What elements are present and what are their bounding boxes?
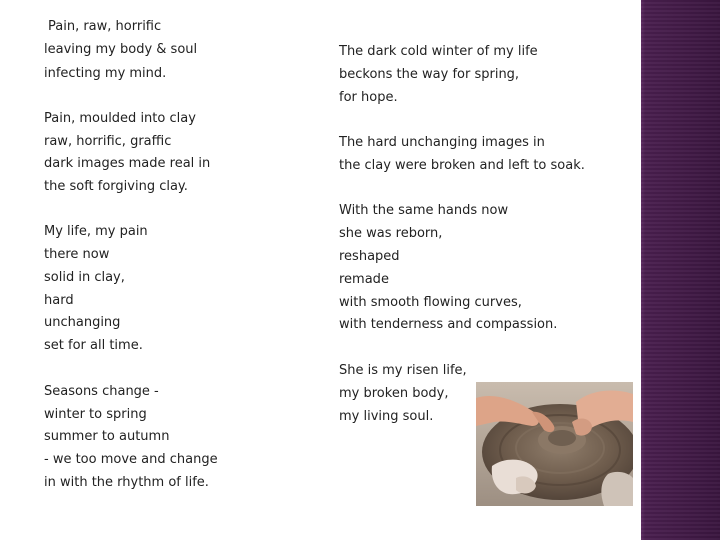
poem-line: With the same hands now <box>339 203 509 218</box>
poem-line: The hard unchanging images in <box>339 135 545 150</box>
poem-line: the clay were broken and left to soak. <box>339 158 585 173</box>
poem-line: The dark cold winter of my life <box>339 44 538 59</box>
poem-line: the soft forgiving clay. <box>44 179 188 194</box>
poem-line: with smooth flowing curves, <box>339 295 522 310</box>
poem-line: in with the rhythm of life. <box>44 475 209 490</box>
poem-line: infecting my mind. <box>44 66 167 81</box>
poem-line: set for all time. <box>44 338 143 353</box>
poem-line: beckons the way for spring, <box>339 67 520 82</box>
poem-line: hard <box>44 293 74 308</box>
poem-line: leaving my body & soul <box>44 42 198 57</box>
poem-line: she was reborn, <box>339 226 443 241</box>
poem-line: Seasons change - <box>44 384 159 399</box>
poem-line: there now <box>44 247 110 262</box>
pottery-wheel-icon <box>476 382 633 506</box>
poem-line: winter to spring <box>44 407 147 422</box>
poem-line: my living soul. <box>339 409 434 424</box>
poem-line: summer to autumn <box>44 429 170 444</box>
pottery-wheel-photo <box>476 382 633 506</box>
poem-line: with tenderness and compassion. <box>339 317 558 332</box>
poem-line: dark images made real in <box>44 156 211 171</box>
poem-line: remade <box>339 272 389 287</box>
poem-line: for hope. <box>339 90 398 105</box>
poem-line: Pain, moulded into clay <box>44 111 196 126</box>
poem-line: Pain, raw, horrific <box>48 19 162 34</box>
poem-line: reshaped <box>339 249 400 264</box>
poem-line: My life, my pain <box>44 224 148 239</box>
poem-line: She is my risen life, <box>339 363 467 378</box>
poem-line: solid in clay, <box>44 270 125 285</box>
poem-line: my broken body, <box>339 386 449 401</box>
decorative-sidebar <box>641 0 720 540</box>
poem-line: raw, horrific, graffic <box>44 134 172 149</box>
poem-line: unchanging <box>44 315 121 330</box>
poem-line: - we too move and change <box>44 452 218 467</box>
